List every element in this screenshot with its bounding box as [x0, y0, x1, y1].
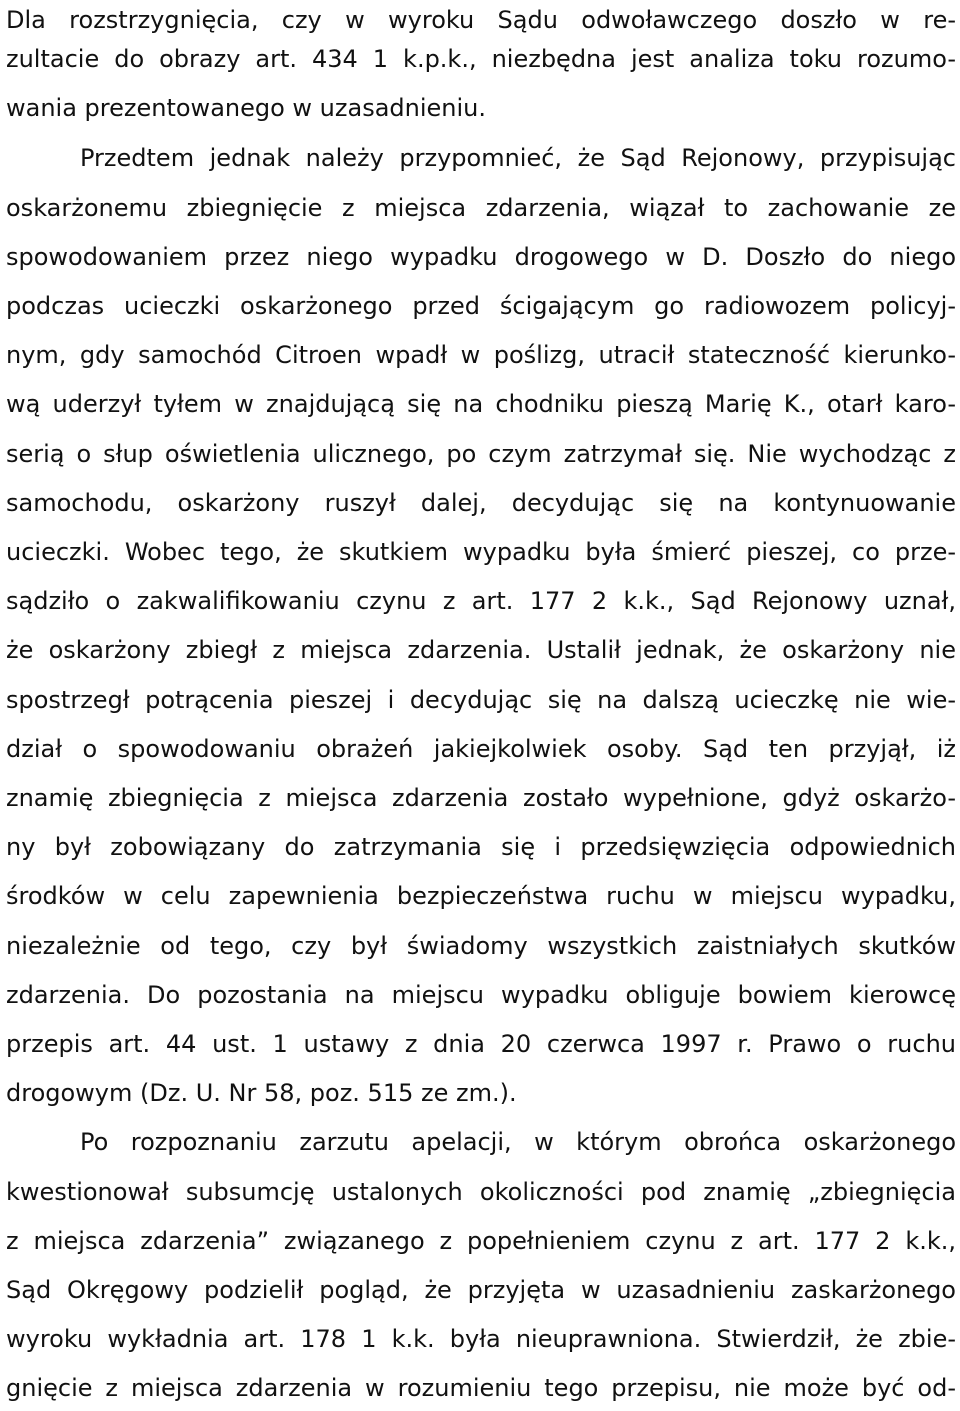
text-line: oskarżonemu zbiegnięcie z miejsca zdarzenia, wiązał to zachowanie ze — [6, 194, 956, 222]
text-line: kwestionował subsumcję ustalonych okoliczności pod znamię „zbiegnięcia — [6, 1178, 956, 1206]
text-line: sądziło o zakwalifikowaniu czynu z art. 177 2 k.k., Sąd Rejonowy uznał, — [6, 587, 956, 615]
text-line: wą uderzył tyłem w znajdującą się na chodniku pieszą Marię K., otarł karo- — [6, 390, 956, 418]
text-line: nym, gdy samochód Citroen wpadł w poślizg, utracił stateczność kierunko- — [6, 341, 956, 369]
text-line: środków w celu zapewnienia bezpieczeństwa ruchu w miejscu wypadku, — [6, 882, 956, 910]
text-line: zultacie do obrazy art. 434 1 k.p.k., niezbędna jest analiza toku rozumo- — [6, 45, 956, 73]
text-line: że oskarżony zbiegł z miejsca zdarzenia. Ustalił jednak, że oskarżony nie — [6, 636, 956, 664]
text-line: podczas ucieczki oskarżonego przed ścigającym go radiowozem policyj- — [6, 292, 956, 320]
text-line: drogowym (Dz. U. Nr 58, poz. 515 ze zm.). — [6, 1079, 517, 1107]
text-line: przepis art. 44 ust. 1 ustawy z dnia 20 czerwca 1997 r. Prawo o ruchu — [6, 1030, 956, 1058]
text-line: znamię zbiegnięcia z miejsca zdarzenia zostało wypełnione, gdyż oskarżo- — [6, 784, 956, 812]
text-line: wyroku wykładnia art. 178 1 k.k. była nieuprawniona. Stwierdził, że zbie- — [6, 1325, 956, 1353]
paragraph-start-line: Przedtem jednak należy przypomnieć, że Sąd Rejonowy, przypisując — [80, 144, 956, 172]
text-line: spostrzegł potrącenia pieszej i decydując się na dalszą ucieczkę nie wie- — [6, 686, 956, 714]
text-line: ny był zobowiązany do zatrzymania się i przedsięwzięcia odpowiednich — [6, 833, 956, 861]
text-line: samochodu, oskarżony ruszył dalej, decydując się na kontynuowanie — [6, 489, 956, 517]
text-line: Sąd Okręgowy podzielił pogląd, że przyjęta w uzasadnieniu zaskarżonego — [6, 1276, 956, 1304]
text-line: ucieczki. Wobec tego, że skutkiem wypadku była śmierć pieszej, co prze- — [6, 538, 956, 566]
text-line: dział o spowodowaniu obrażeń jakiejkolwiek osoby. Sąd ten przyjął, iż — [6, 735, 956, 763]
text-line: wania prezentowanego w uzasadnieniu. — [6, 94, 486, 122]
text-line: niezależnie od tego, czy był świadomy wszystkich zaistniałych skutków — [6, 932, 956, 960]
text-line: z miejsca zdarzenia” związanego z popełnieniem czynu z art. 177 2 k.k., — [6, 1227, 956, 1255]
paragraph-start-line: Po rozpoznaniu zarzutu apelacji, w którym obrońca oskarżonego — [80, 1128, 956, 1156]
text-line: gnięcie z miejsca zdarzenia w rozumieniu tego przepisu, nie może być od- — [6, 1374, 956, 1402]
text-line: Dla rozstrzygnięcia, czy w wyroku Sądu odwoławczego doszło w re- — [6, 6, 956, 34]
text-line: spowodowaniem przez niego wypadku drogowego w D. Doszło do niego — [6, 243, 956, 271]
text-line: serią o słup oświetlenia ulicznego, po czym zatrzymał się. Nie wychodząc z — [6, 440, 956, 468]
text-line: zdarzenia. Do pozostania na miejscu wypadku obliguje bowiem kierowcę — [6, 981, 956, 1009]
